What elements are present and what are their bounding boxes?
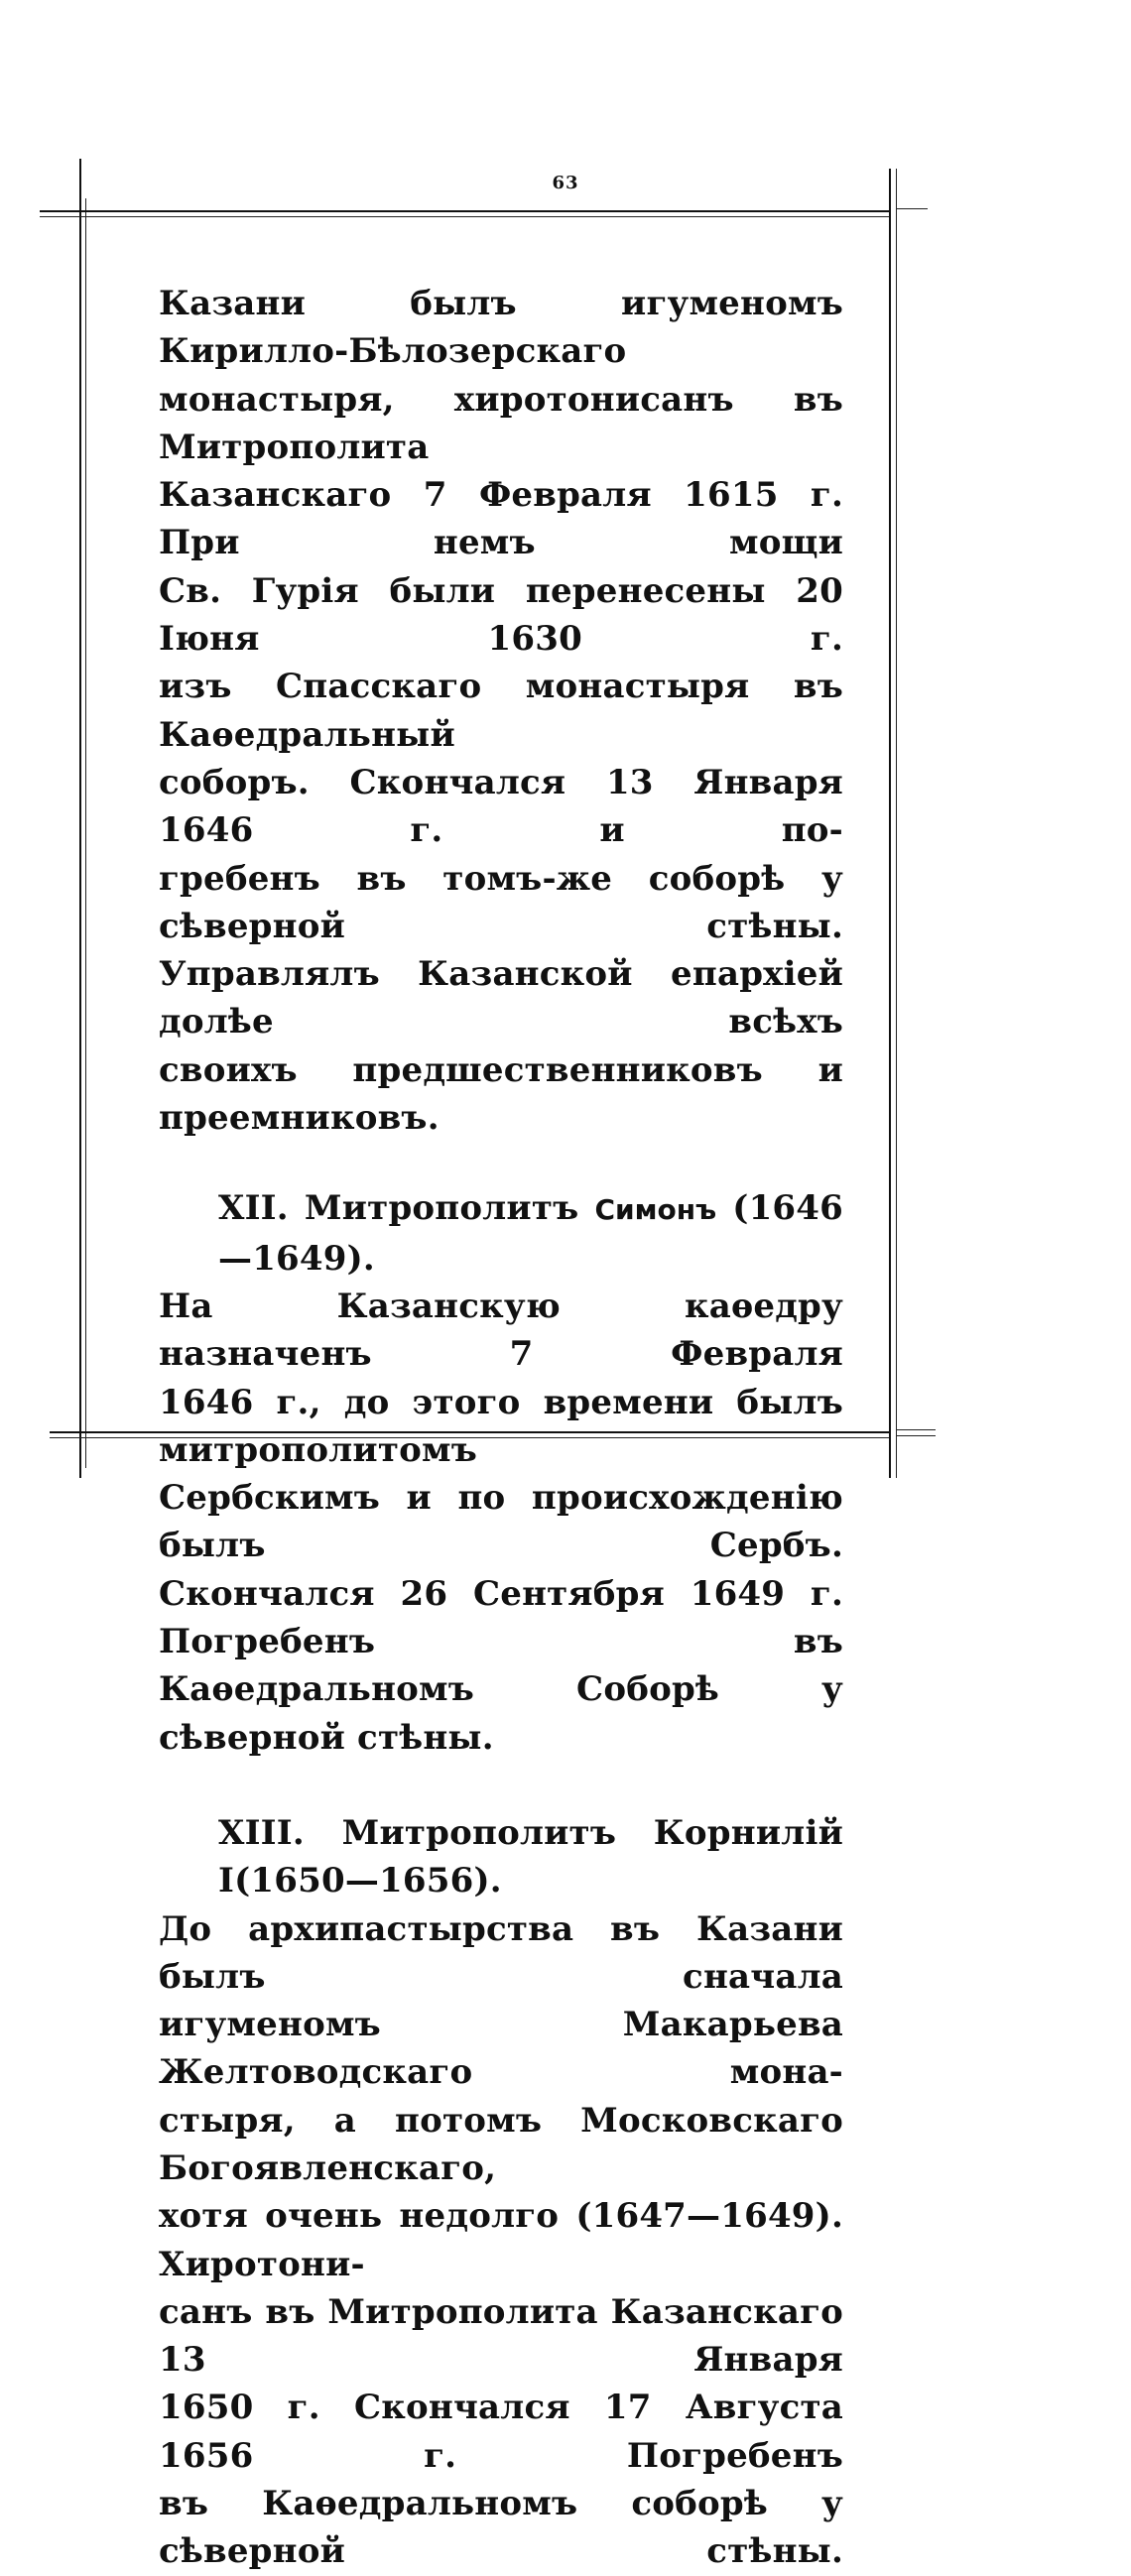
heading-prefix: XII. Митрополитъ [218,1188,595,1229]
section-korniliy [159,1809,843,2576]
frame-right-outer-line [896,169,897,1478]
frame-top-line [40,210,889,212]
text-line: соборъ. Скончался 13 Января 1646 г. и по- [159,762,843,851]
frame-top-right-stub [896,208,928,209]
text-line: монастыря, хиротонисанъ въ Митрополита [159,379,843,467]
text-line: Сербскимъ и по происхожденію былъ Сербъ. [159,1478,843,1566]
intro-paragraph [159,280,843,1142]
text-line: въ Каѳедральномъ соборѣ у сѣверной стѣны. [159,2484,843,2572]
heading-name: Симонъ [594,1193,717,1227]
text-line: игуменомъ Макарьева Желтоводскаго мона- [159,2005,843,2093]
frame-bottom-right-stub-2 [896,1435,936,1436]
page-number: 63 [552,173,579,193]
text-line: Св. Гурія были перенесены 20 Іюня 1630 г. [159,570,843,660]
section-paragraph [159,1809,843,2576]
frame-bottom-right-stub [896,1429,936,1430]
text-line: До архипастырства въ Казани былъ сначала [159,1908,843,1997]
page-body [159,280,843,2576]
text-line: Казани былъ игуменомъ Кирилло-Бѣлозерскаго [159,284,843,372]
text-line: Казанскаго 7 Февраля 1615 г. При немъ мощи [159,475,843,563]
text-line: хотя очень недолго (1647—1649). Хиротони- [159,2196,843,2284]
frame-left-line [79,159,81,1478]
frame-left-inner-line [85,198,86,1468]
frame-right-line [889,169,891,1478]
section-simon [159,1184,843,1762]
text-line: Каѳедральномъ Соборѣ у сѣверной стѣны. [159,1669,843,1758]
text-line: 1650 г. Скончался 17 Августа 1656 г. Погребенъ [159,2388,843,2476]
text-line: санъ въ Митрополита Казанскаго 13 Января [159,2291,843,2381]
heading-suffix: (1646—1649). [218,1188,843,1279]
text-line: изъ Спасскаго монастыря въ Каѳедральный [159,667,843,755]
text-line: своихъ предшественниковъ и преемниковъ. [159,1049,843,1139]
text-line: Управлялъ Казанской епархіей долѣе всѣхъ [159,954,843,1043]
text-line: гребенъ въ томъ-же соборѣ у сѣверной стѣны. [159,858,843,946]
text-line: На Казанскую каѳедру назначенъ 7 Февраля [159,1286,843,1375]
text-line: Скончался 26 Сентября 1649 г. Погребенъ въ [159,1573,843,1662]
text-line: 1646 г., до этого времени былъ митрополитомъ [159,1382,843,1470]
section-heading: XIII. Митрополитъ Корнилій I(1650—1656). [218,1812,843,1901]
section-paragraph [159,1184,843,1762]
text-line: стыря, а потомъ Московскаго Богоявленскаго, [159,2100,843,2188]
section-heading [159,1184,843,1283]
frame-top-inner-line [40,216,889,217]
